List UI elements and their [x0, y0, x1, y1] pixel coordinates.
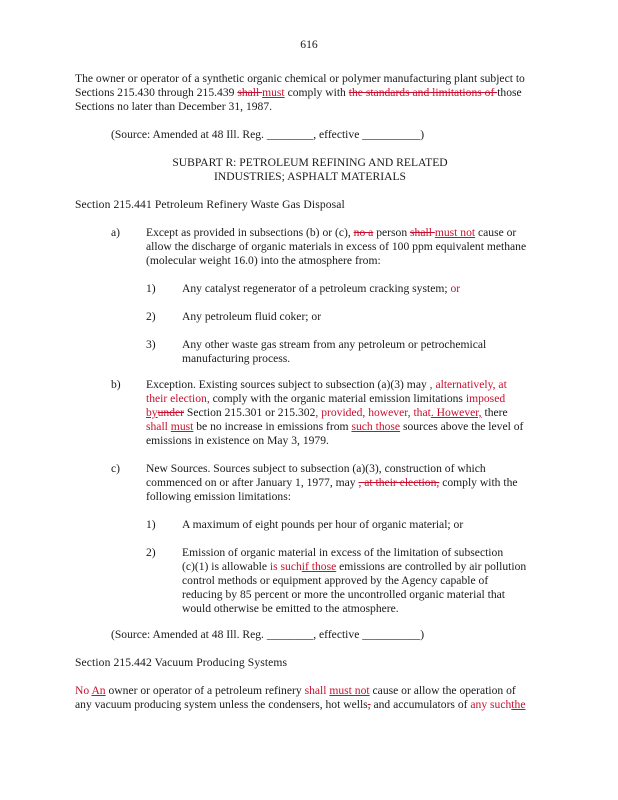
source-note-1: [111, 128, 424, 142]
body-text: cause or: [475, 226, 517, 239]
inserted-text: or: [450, 282, 461, 295]
source-label: (Source: Amended at 48 Ill. Reg.: [111, 628, 267, 641]
inserted-text: the: [511, 698, 526, 711]
inserted-text: if those: [301, 560, 337, 573]
body-text: owner or operator of a petroleum refinery: [105, 684, 305, 697]
source-label: ): [420, 628, 425, 641]
source-label: ): [420, 128, 425, 141]
section-442-line-1: [75, 684, 545, 698]
deleted-text: shall: [146, 420, 171, 433]
inserted-text: An: [91, 684, 106, 697]
source-blank: __________: [362, 128, 421, 141]
inserted-text: is such: [269, 560, 302, 573]
intro-text: Sections 215.430 through 215.439: [75, 86, 238, 99]
inserted-text: , alternatively, at: [429, 378, 507, 391]
deleted-text: shall: [304, 684, 330, 697]
page-number: 616: [300, 38, 318, 51]
intro-line-1: The owner or operator of a synthetic organic chemical or polymer manufacturing plant subject to: [75, 72, 525, 85]
subpart-line-1: SUBPART R: PETROLEUM REFINING AND RELATED: [172, 156, 448, 169]
subsection-c-line-3: following emission limitations:: [146, 490, 291, 503]
body-text: Any catalyst regenerator of a petroleum cracking system;: [182, 282, 451, 295]
body-text: (c)(1) is allowable: [182, 560, 270, 573]
subpart-heading: [75, 156, 545, 184]
body-text: and accumulators of: [370, 698, 471, 711]
subsection-a-marker: a): [111, 226, 121, 239]
section-442-paragraph: [75, 684, 545, 712]
body-text: commenced on or after January 1, 1977, may: [146, 476, 359, 489]
item-a3-line-2: manufacturing process.: [182, 352, 291, 365]
item-a1-text: [182, 282, 460, 296]
subsection-c-line-1: New Sources. Sources subject to subsection (a)(3), construction of which: [146, 462, 486, 475]
item-a3-marker: 3): [146, 338, 156, 351]
inserted-text: their election,: [146, 392, 210, 405]
subsection-b-marker: b): [111, 378, 121, 391]
item-c2-line-1: Emission of organic material in excess of the limitation of subsection: [182, 546, 504, 559]
source-blank: __________: [362, 628, 421, 641]
subsection-b-line-2: [146, 392, 546, 406]
item-c1-marker: 1): [146, 518, 156, 531]
item-c2-line-5: would otherwise be emitted to the atmosphere.: [182, 602, 399, 615]
item-a3-text: [182, 338, 542, 366]
body-text: Section 215.301 or 215.302: [184, 406, 316, 419]
inserted-text: such those: [351, 420, 401, 433]
body-text: sources above the level of: [400, 420, 524, 433]
intro-text: those: [497, 86, 522, 99]
body-text: there: [481, 406, 508, 419]
subsection-c-marker: c): [111, 462, 121, 475]
deleted-text: No: [75, 684, 92, 697]
intro-line-3: Sections no later than December 31, 1987.: [75, 100, 273, 113]
body-text: any vacuum producing system unless the condensers, hot wells: [75, 698, 368, 711]
body-text: comply with the: [439, 476, 518, 489]
source-blank: ________: [266, 128, 314, 141]
source-label: , effective: [313, 128, 363, 141]
subpart-line-2: INDUSTRIES; ASPHALT MATERIALS: [214, 170, 406, 183]
subsection-b-line-3: [146, 406, 546, 420]
item-a2-marker: 2): [146, 310, 156, 323]
subsection-c-text: [146, 462, 546, 504]
subsection-b-line-5: emissions in existence on May 3, 1979.: [146, 434, 329, 447]
subsection-a-line-1: [146, 226, 546, 240]
item-c2-line-4: reducing by 85 percent or more the uncontrolled organic material that: [182, 588, 506, 601]
item-a2-text: Any petroleum fluid coker; or: [182, 310, 322, 323]
subsection-a-line-3: (molecular weight 16.0) into the atmosphere from:: [146, 254, 381, 267]
source-blank: ________: [266, 628, 314, 641]
subsection-b-line-4: [146, 420, 546, 434]
intro-text: comply with: [284, 86, 349, 99]
section-441-title: Section 215.441 Petroleum Refinery Waste Gas Disposal: [75, 198, 345, 211]
body-text: cause or allow the operation of: [369, 684, 516, 697]
body-text: Exception. Existing sources subject to subsection (a)(3) may: [146, 378, 430, 391]
body-text: emissions are controlled by air pollution: [336, 560, 527, 573]
item-c2-line-3: control methods or equipment approved by the Agency capable of: [182, 574, 489, 587]
section-442-line-2: [75, 698, 545, 712]
item-a3-line-1: Any other waste gas stream from any petroleum or petrochemical: [182, 338, 487, 351]
deleted-text: no a: [353, 226, 374, 239]
body-text: be no increase in emissions from: [193, 420, 352, 433]
section-442-title: Section 215.442 Vacuum Producing Systems: [75, 656, 288, 669]
intro-paragraph: [75, 72, 545, 114]
deleted-text: under: [157, 406, 184, 419]
subsection-b-line-1: [146, 378, 546, 392]
inserted-text: must: [170, 420, 194, 433]
item-c2-line-2: [182, 560, 547, 574]
deleted-text: , provided, however, that: [315, 406, 431, 419]
body-text: person: [373, 226, 411, 239]
deleted-text: shall: [410, 226, 435, 239]
source-note-2: [111, 628, 424, 642]
item-c1-text: A maximum of eight pounds per hour of organic material; or: [182, 518, 464, 531]
intro-line-2: [75, 86, 545, 100]
inserted-text: imposed: [465, 392, 506, 405]
subsection-a-text: [146, 226, 546, 268]
item-c2-marker: 2): [146, 546, 156, 559]
deleted-text: shall: [237, 86, 263, 99]
subsection-b-text: [146, 378, 546, 448]
source-label: (Source: Amended at 48 Ill. Reg.: [111, 128, 267, 141]
inserted-text: . However,: [430, 406, 482, 419]
deleted-text: the standards and limitations of: [348, 86, 498, 99]
item-a1-marker: 1): [146, 282, 156, 295]
inserted-text: must not: [434, 226, 476, 239]
inserted-text: must not: [329, 684, 370, 697]
body-text: Except as provided in subsections (b) or (c),: [146, 226, 354, 239]
item-c2-text: [182, 546, 547, 616]
inserted-text: any such: [470, 698, 512, 711]
deleted-text: ,: [367, 698, 371, 711]
subsection-a-line-2: allow the discharge of organic materials in excess of 100 ppm equivalent methane: [146, 240, 527, 253]
deleted-text: , at their election,: [358, 476, 440, 489]
inserted-text: must: [262, 86, 285, 99]
body-text: comply with the organic material emission limitations: [209, 392, 466, 405]
source-label: , effective: [313, 628, 363, 641]
subsection-c-line-2: [146, 476, 546, 490]
inserted-text: by: [146, 406, 158, 419]
